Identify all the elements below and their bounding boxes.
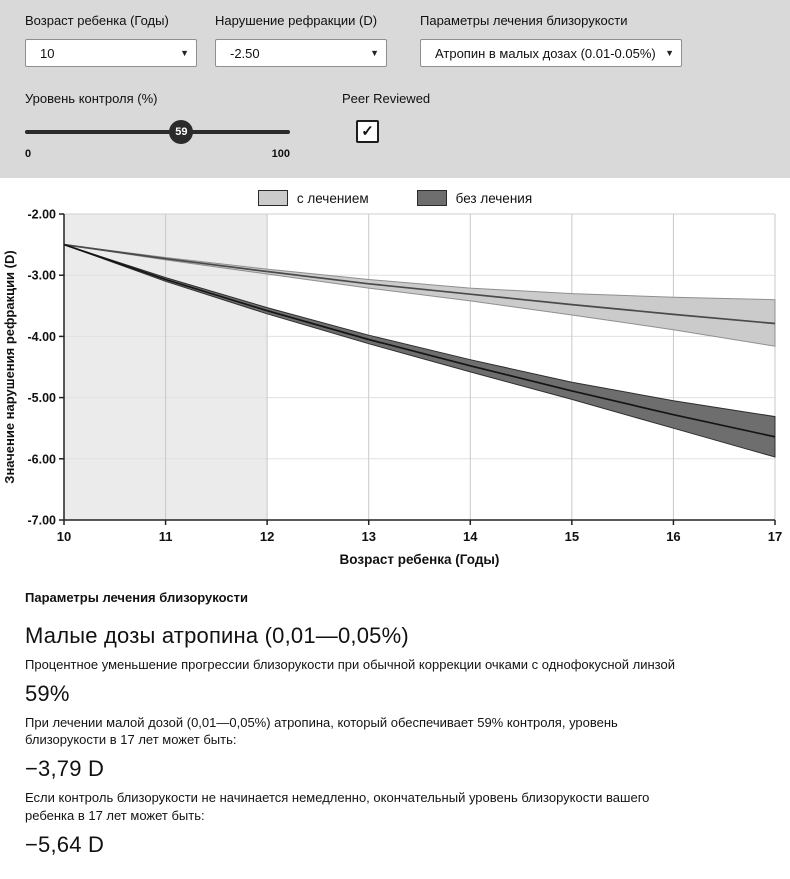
check-icon: ✓ [361, 123, 374, 140]
treatment-select-value: Атропин в малых дозах (0.01-0.05%) [435, 45, 656, 61]
peer-reviewed-label: Peer Reviewed [342, 91, 431, 106]
control-level-label: Уровень контроля (%) [25, 91, 158, 106]
svg-text:-4.00: -4.00 [27, 329, 56, 344]
treatment-label: Параметры лечения близорукости [420, 13, 628, 28]
refraction-select[interactable] [215, 39, 387, 67]
legend-item-untreated [417, 190, 533, 206]
control-level-group [25, 91, 290, 160]
slider-max-label: 100 [271, 148, 290, 160]
chart-legend [0, 190, 790, 206]
treatment-select[interactable] [420, 39, 682, 67]
svg-text:12: 12 [259, 529, 275, 544]
myopia-progression-chart [0, 208, 790, 570]
svg-text:Значение нарушения рефракции (: Значение нарушения рефракции (D) [2, 250, 17, 484]
refraction-select-value: -2.50 [230, 45, 260, 61]
svg-text:-7.00: -7.00 [27, 513, 56, 528]
svg-text:Возраст ребенка (Годы): Возраст ребенка (Годы) [339, 552, 500, 567]
slider-track[interactable] [25, 130, 290, 134]
age-select-value: 10 [40, 45, 55, 61]
svg-text:14: 14 [463, 529, 478, 544]
results-heading: Параметры лечения близорукости [25, 590, 248, 605]
chevron-down-icon: ▼ [180, 47, 189, 58]
svg-text:10: 10 [56, 529, 72, 544]
treatment-title: Малые дозы атропина (0,01—0,05%) [25, 623, 409, 648]
treated-swatch [258, 190, 288, 206]
svg-text:11: 11 [158, 529, 173, 544]
svg-text:-2.00: -2.00 [27, 208, 56, 222]
legend-item-treated [258, 190, 369, 206]
age-field [25, 13, 197, 67]
age-label: Возраст ребенка (Годы) [25, 13, 169, 28]
treated-final-value: −3,79 D [25, 756, 105, 782]
svg-text:-5.00: -5.00 [27, 391, 56, 406]
refraction-field [215, 13, 387, 67]
chevron-down-icon: ▼ [665, 47, 674, 58]
control-slider-handle[interactable] [169, 120, 193, 144]
svg-text:-3.00: -3.00 [27, 268, 56, 283]
peer-reviewed-checkbox[interactable] [356, 120, 379, 143]
age-select[interactable] [25, 39, 197, 67]
svg-text:16: 16 [666, 529, 681, 544]
controls-row-bottom [25, 91, 790, 160]
refraction-label: Нарушение рефракции (D) [215, 13, 378, 28]
controls-row-top [25, 13, 790, 67]
slider-min-label: 0 [25, 148, 32, 160]
results-section [0, 570, 790, 879]
controls-panel [0, 0, 790, 178]
peer-reviewed-group [342, 91, 430, 143]
slider-minmax [25, 148, 290, 160]
treatment-field [420, 13, 682, 67]
svg-text:17: 17 [767, 529, 783, 544]
untreated-swatch [417, 190, 447, 206]
chevron-down-icon: ▼ [370, 47, 379, 58]
reduction-value: 59% [25, 681, 70, 707]
untreated-description: Если контроль близорукости не начинается немедленно, окончательный уровень близорукости вашего ребенка в 17 лет может быть: [25, 790, 650, 823]
slider-value: 59 [175, 126, 188, 138]
reduction-description: Процентное уменьшение прогрессии близорукости при обычной коррекции очками с однофокусной линзой [25, 657, 675, 672]
legend-treated-label: с лечением [296, 190, 369, 206]
legend-untreated-label: без лечения [455, 190, 533, 206]
control-slider[interactable] [25, 119, 290, 145]
treated-description: При лечении малой дозой (0,01—0,05%) атропина, который обеспечивает 59% контроля, уровень близорукости в 17 лет может быть: [25, 715, 618, 748]
svg-text:13: 13 [361, 529, 376, 544]
svg-text:15: 15 [564, 529, 580, 544]
untreated-final-value: −5,64 D [25, 831, 105, 857]
svg-text:-6.00: -6.00 [27, 452, 56, 467]
